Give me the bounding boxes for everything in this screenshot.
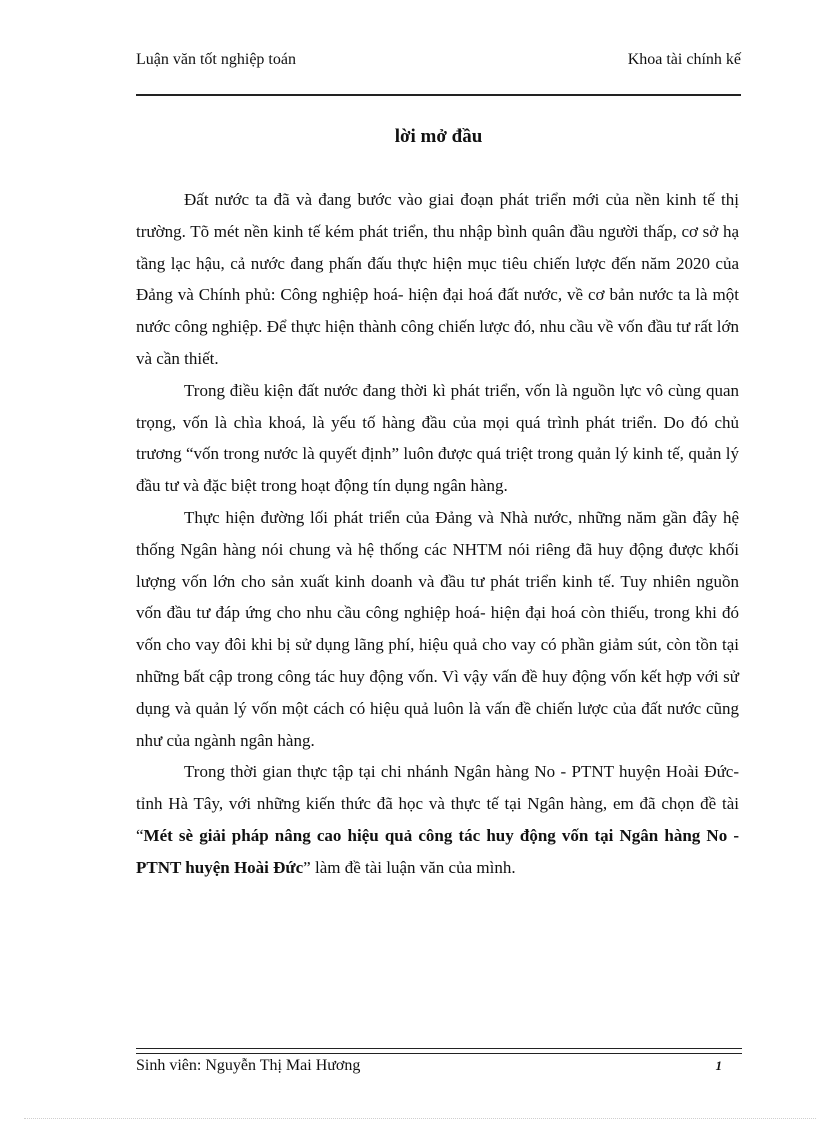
page-header [136, 50, 741, 96]
paragraph-3: Thực hiện đường lối phát triển của Đảng và Nhà nước, những năm gần đây hệ thống Ngân hàng nói chung và hệ thống các NHTM nói riêng đã huy động được khối lượng vốn lớn cho sản xuất kinh doanh và đầu tư phát triển kinh tế. Tuy nhiên nguồn vốn đầu tư đáp ứng cho nhu cầu công nghiệp hoá- hiện đại hoá còn thiếu, trong khi đó vốn cho vay đôi khi bị sử dụng lãng phí, hiệu quả cho vay có phần giảm sút, còn tồn tại những bất cập trong công tác huy động vốn. Vì vậy vấn đề huy động vốn kết hợp với sử dụng và quản lý vốn một cách có hiệu quả luôn là vấn đề chiến lược của đất nước cũng như của ngành ngân hàng. [136, 507, 739, 750]
paragraph-4 [136, 756, 739, 883]
document-title: lời mở đầu [394, 126, 483, 147]
paragraph-1: Đất nước ta đã và đang bước vào giai đoạn phát triển mới của nền kinh tế thị trường. Tõ mét nền kinh tế kém phát triển, thu nhập bình quân đầu người thấp, cơ sở hạ tầng lạc hậu, cả nước đang phấn đấu thực hiện mục tiêu chiến lược đến năm 2020 của Đảng và Chính phủ: Công nghiệp hoá- hiện đại hoá đất nước, về cơ bản nước ta là một nước công nghiệp. Để thực hiện thành công chiến lược đó, nhu cầu về vốn đầu tư rất lớn và cần thiết. [136, 190, 739, 368]
footer-rule [136, 1048, 742, 1054]
document-body [136, 184, 739, 884]
page-edge-divider [24, 1118, 816, 1119]
footer-student: Sinh viên: Nguyễn Thị Mai Hương [136, 1057, 361, 1074]
paragraph-4-before: Trong thời gian thực tập tại chi nhánh Ngân hàng No - PTNT huyện Hoài Đức- tỉnh Hà Tây, với những kiến thức đã học và thực tế tại Ngân hàng, em đã chọn đề tài “ [136, 762, 739, 845]
thesis-topic: Mét sè giải pháp nâng cao hiệu quả công tác huy động vốn tại Ngân hàng No - PTNT huyện Hoài Đức [136, 825, 739, 877]
header-left-text: Luận văn tốt nghiệp toán [136, 51, 296, 68]
paragraph-4-after: ” làm đề tài luận văn của mình. [303, 857, 516, 877]
page-number: 1 [715, 1058, 722, 1073]
paragraph-2: Trong điều kiện đất nước đang thời kì phát triển, vốn là nguồn lực vô cùng quan trọng, vốn là chìa khoá, là yếu tố hàng đầu của mọi quá trình phát triển. Do đó chủ trương “vốn trong nước là quyết định” luôn được quá triệt trong quản lý kinh tế, quản lý đầu tư và đặc biệt trong hoạt động tín dụng ngân hàng. [136, 380, 739, 496]
page-footer [136, 1056, 742, 1076]
header-right-text: Khoa tài chính kế [627, 51, 741, 68]
